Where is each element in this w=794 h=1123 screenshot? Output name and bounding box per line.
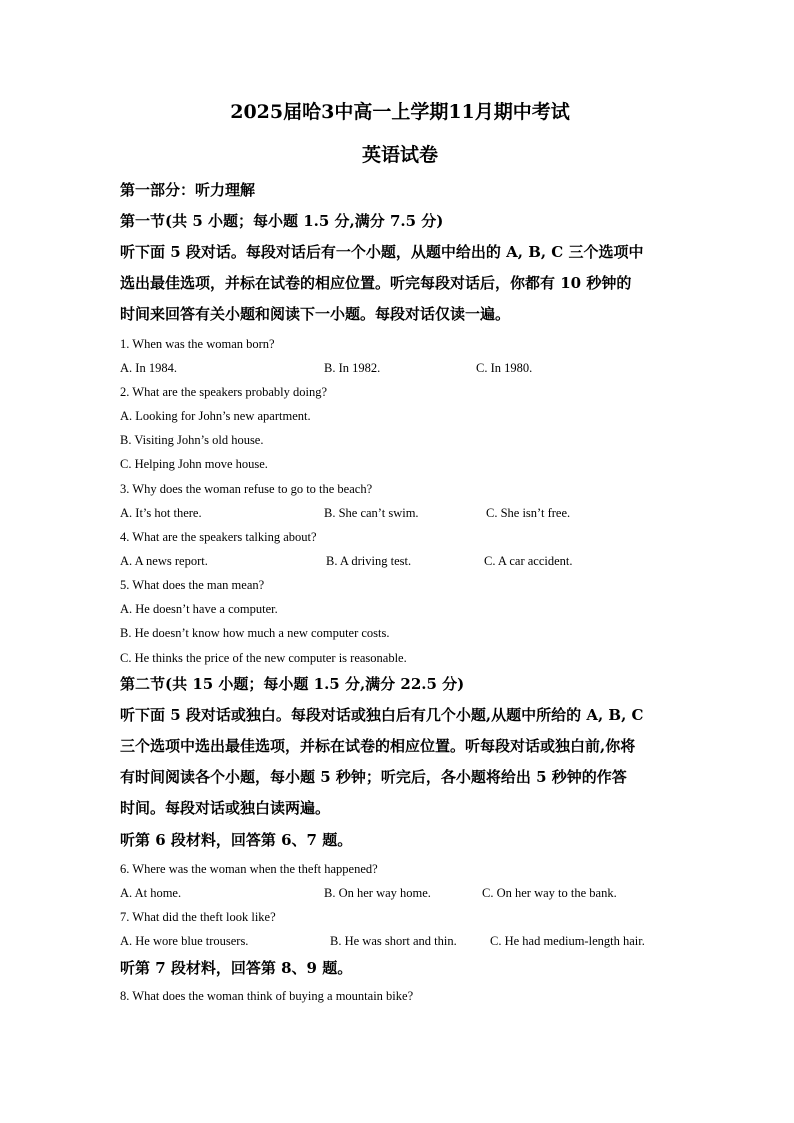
option-c: C. She isn’t free. [486, 506, 571, 520]
material-6-heading: 听第 6 段材料，回答第 6、7 题。 [120, 831, 353, 849]
option-c: C. A car accident. [484, 554, 573, 568]
option-c: C. Helping John move house. [120, 457, 268, 471]
section1-instruction-line: 听下面 5 段对话。每段对话后有一个小题，从题中给出的 A, B, C 三个选项中 [120, 243, 644, 261]
option-c: C. In 1980. [476, 361, 533, 375]
option-a: A. At home. [120, 886, 182, 900]
option-b: B. She can’t swim. [324, 506, 419, 520]
question-3: 3. Why does the woman refuse to go to the beach? [120, 482, 373, 496]
option-b: B. Visiting John’s old house. [120, 433, 264, 447]
exam-subtitle: 英语试卷 [361, 144, 438, 166]
part1-heading: 第一部分：听力理解 [120, 181, 256, 199]
option-a: A. Looking for John’s new apartment. [120, 409, 311, 423]
option-a: A. He doesn’t have a computer. [120, 602, 278, 616]
question-7: 7. What did the theft look like? [120, 910, 276, 924]
section2-instruction-line: 三个选项中选出最佳选项，并标在试卷的相应位置。听每段对话或独白前,你将 [120, 737, 636, 755]
option-b: B. In 1982. [324, 361, 381, 375]
material-7-heading: 听第 7 段材料，回答第 8、9 题。 [120, 959, 353, 977]
option-a: A. In 1984. [120, 361, 177, 375]
question-5: 5. What does the man mean? [120, 578, 265, 592]
question-8: 8. What does the woman think of buying a mountain bike? [120, 989, 414, 1003]
option-b: B. On her way home. [324, 886, 431, 900]
question-2: 2. What are the speakers probably doing? [120, 385, 327, 399]
section1-instruction-line: 选出最佳选项，并标在试卷的相应位置。听完每段对话后，你都有 10 秒钟的 [120, 274, 632, 292]
option-b: B. A driving test. [326, 554, 412, 568]
section1-instruction-line: 时间来回答有关小题和阅读下一小题。每段对话仅读一遍。 [120, 305, 511, 323]
section2-instruction-line: 听下面 5 段对话或独白。每段对话或独白后有几个小题,从题中所给的 A, B, C [120, 706, 644, 724]
section1-heading: 第一节(共 5 小题；每小题 1.5 分,满分 7.5 分) [120, 212, 444, 230]
question-1: 1. When was the woman born? [120, 337, 275, 351]
question-4: 4. What are the speakers talking about? [120, 530, 317, 544]
option-c: C. He had medium-length hair. [490, 934, 645, 948]
section2-instruction-line: 有时间阅读各个小题，每小题 5 秒钟；听完后，各小题将给出 5 秒钟的作答 [120, 768, 627, 786]
option-a: A. He wore blue trousers. [120, 934, 249, 948]
section2-heading: 第二节(共 15 小题；每小题 1.5 分,满分 22.5 分) [120, 675, 465, 693]
option-c: C. On her way to the bank. [482, 886, 617, 900]
option-a: A. A news report. [120, 554, 208, 568]
option-c: C. He thinks the price of the new computer is reasonable. [120, 651, 407, 665]
option-b: B. He was short and thin. [330, 934, 457, 948]
option-a: A. It’s hot there. [120, 506, 202, 520]
section2-instruction-line: 时间。每段对话或独白读两遍。 [120, 799, 331, 817]
question-6: 6. Where was the woman when the theft happened? [120, 862, 378, 876]
exam-title: 2025届哈3中高一上学期11月期中考试 [230, 101, 570, 123]
option-b: B. He doesn’t know how much a new computer costs. [120, 626, 390, 640]
